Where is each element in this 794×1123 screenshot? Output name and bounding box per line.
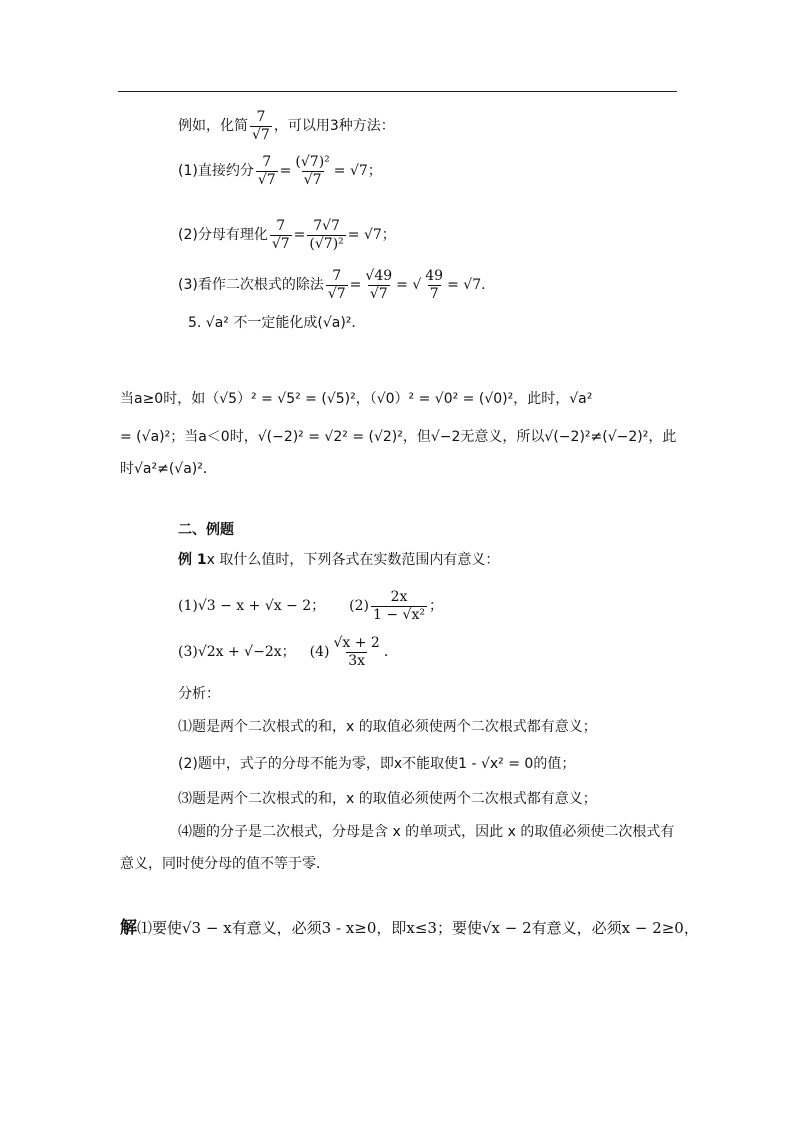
- method-3-line: (3)看作二次根式的除法 $\frac{7}{√7}$ = $\frac{√49}{√7}$ = √ $\frac{49}{7}$ = √7.: [178, 267, 486, 302]
- item-1: (1)√3 − x + √x − 2；: [178, 598, 326, 614]
- method-1-fraction-a: $\frac{7}{√7}$: [257, 153, 276, 188]
- analysis-4-line-1: ⑷题的分子是二次根式，分母是含 x 的单项式，因此 x 的取值必须使二次根式有: [178, 824, 675, 840]
- solution-label: 解: [120, 918, 137, 938]
- analysis-1: ⑴题是两个二次根式的和，x 的取值必须使两个二次根式都有意义；: [178, 719, 597, 735]
- method-3-fraction-c: $\frac{49}{7}$: [425, 267, 444, 302]
- intro-prefix: 例如，化简: [178, 118, 248, 134]
- item-2-label: (2): [349, 598, 370, 614]
- example-1-text: x 取什么值时，下列各式在实数范围内有意义：: [206, 552, 500, 568]
- header-rule: [118, 91, 677, 92]
- method-1-line: (1)直接约分 $\frac{7}{√7}$ = $\frac{\text{(√7)²}}{√7}$ = √7；: [178, 153, 382, 188]
- explain-line-2: = (√a)²；当a＜0时，√(−2)² = √2² = (√2)²，但√−2无意义，所以√(−2)²≠(√−2)²，此: [120, 429, 677, 445]
- item-4-fraction: $\frac{√x + 2}{3x}$: [333, 634, 380, 669]
- solution-text: ⑴要使√3 − x有意义，必须3 - x≥0，即x≤3；要使√x − 2有意义，必须x − 2≥0，: [137, 919, 699, 937]
- item-2-fraction: $\frac{2x}{\text{1 − √x²}}$: [373, 588, 425, 623]
- intro-line: [178, 108, 395, 144]
- analysis-2: (2)题中，式子的分母不能为零，即x不能取使1 - √x² = 0的值；: [178, 756, 576, 772]
- method-2-label: (2)分母有理化: [178, 227, 268, 243]
- method-3-fraction-a: $\frac{7}{√7}$: [327, 267, 346, 302]
- items-1-2-line: (1)√3 − x + √x − 2； (2) $\frac{2x}{\text{1 − √x²}}$ ；: [178, 588, 443, 623]
- example-1-line: [178, 549, 499, 571]
- method-1-fraction-b: $\frac{\text{(√7)²}}{√7}$: [295, 153, 330, 188]
- analysis-4-line-2: 意义，同时使分母的值不等于零．: [120, 856, 330, 872]
- analysis-3: ⑶题是两个二次根式的和，x 的取值必须使两个二次根式都有意义；: [178, 791, 597, 807]
- method-2-fraction-a: $\frac{7}{√7}$: [271, 217, 290, 252]
- section-title: 二、例题: [178, 522, 234, 538]
- items-3-4-line: (3)√2x + √−2x； (4) $\frac{√x + 2}{3x}$ ．: [178, 634, 398, 669]
- explain-line-1: 当a≥0时，如（√5）² = √5² = (√5)²，（√0）² = √0² = (√0)²，此时，√a²: [120, 391, 593, 407]
- point-5: 5. √a² 不一定能化成(√a)²．: [188, 315, 366, 331]
- method-2-fraction-b: $\frac{7√7}{\text{(√7)²}}$: [309, 217, 344, 252]
- method-1-label: (1)直接约分: [178, 163, 254, 179]
- item-3: (3)√2x + √−2x；: [178, 644, 296, 660]
- intro-suffix: ，可以用3种方法：: [273, 118, 395, 134]
- analysis-title: 分析：: [178, 686, 220, 702]
- method-3-label: (3)看作二次根式的除法: [178, 277, 324, 293]
- item-4-label: (4): [309, 644, 330, 660]
- method-3-fraction-b: $\frac{√49}{√7}$: [365, 267, 393, 302]
- intro-fraction: $\frac{7}{√7}$: [252, 108, 270, 143]
- method-2-line: (2)分母有理化 $\frac{7}{√7}$ = $\frac{7√7}{\text{(√7)²}}$ = √7；: [178, 217, 396, 252]
- example-1-label: 例 1: [178, 552, 207, 568]
- solution-line: [120, 916, 699, 940]
- explain-line-3: 时√a²≠(√a)²．: [120, 461, 217, 477]
